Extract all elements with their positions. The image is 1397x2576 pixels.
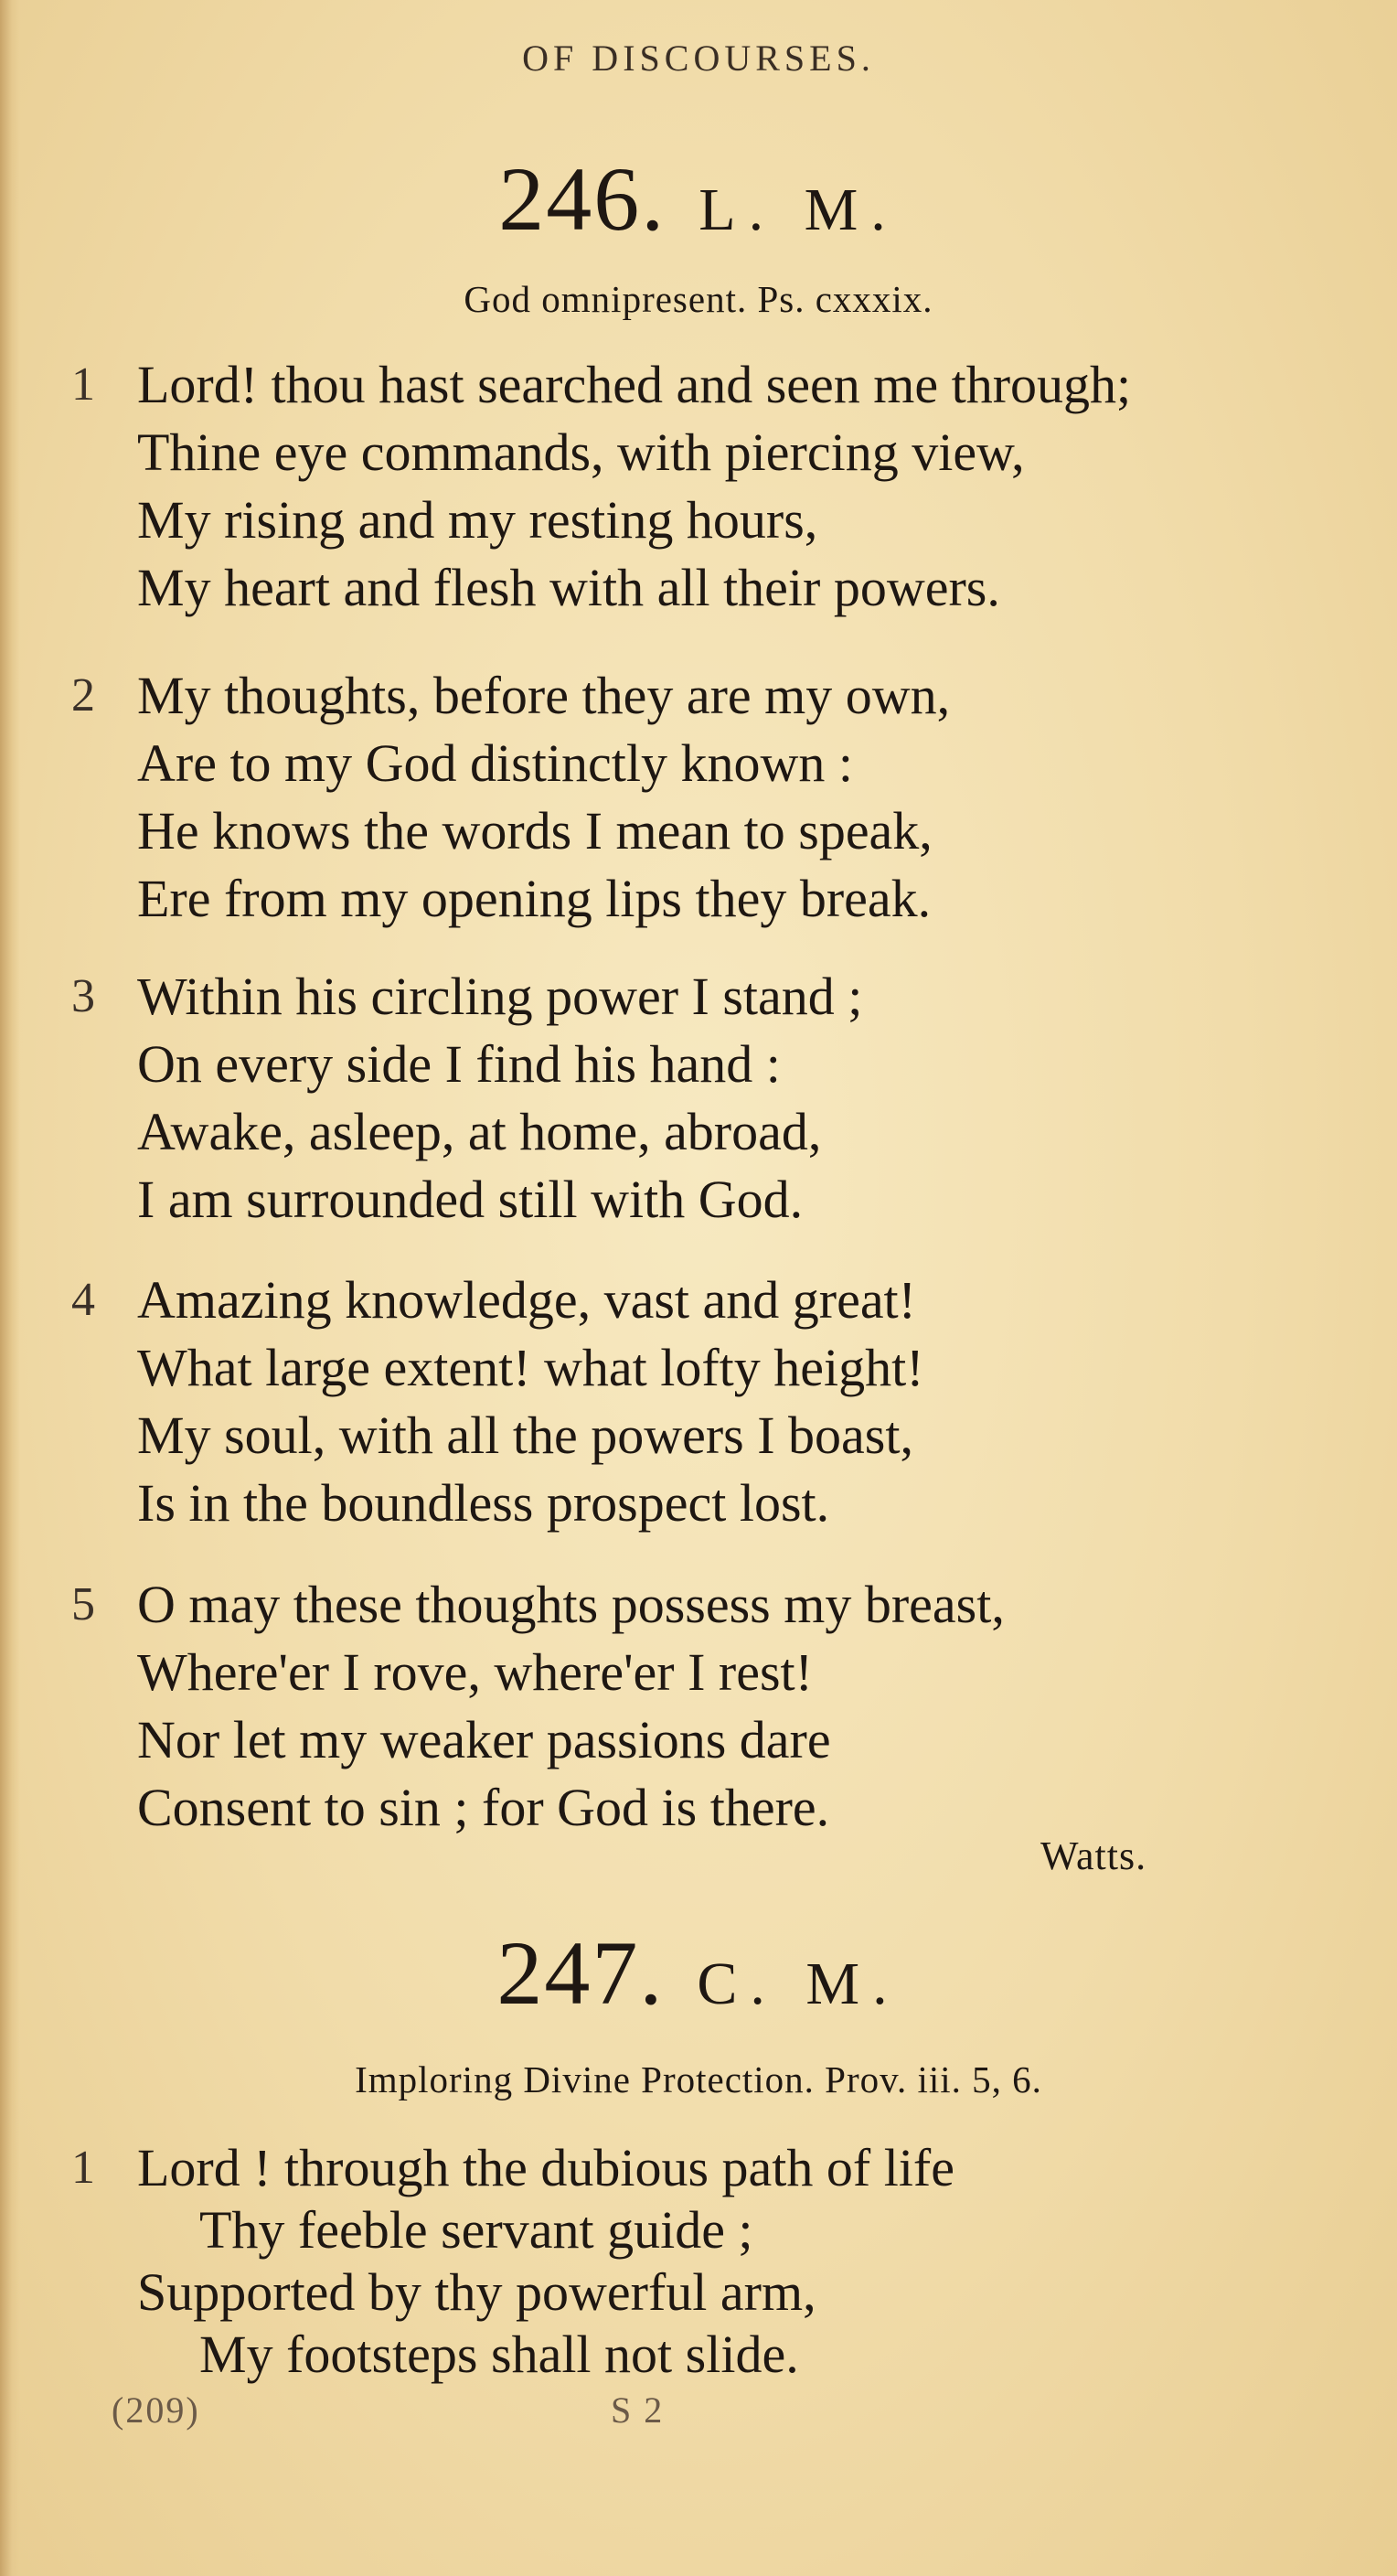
verse-line: What large extent! what lofty height! bbox=[137, 1338, 924, 1397]
verse-line: My rising and my resting hours, bbox=[137, 490, 818, 550]
hymn-subtitle: Imploring Divine Protection. Prov. iii. 5, 6. bbox=[355, 2058, 1042, 2100]
page-number: (209) bbox=[112, 2389, 200, 2431]
verse-line: I am surrounded still with God. bbox=[137, 1170, 804, 1229]
hymn-subtitle: God omnipresent. Ps. cxxxix. bbox=[464, 278, 933, 320]
signature-mark: S 2 bbox=[611, 2389, 665, 2431]
verse-line: Are to my God distinctly known : bbox=[137, 733, 853, 793]
verse-line: Where'er I rove, where'er I rest! bbox=[137, 1642, 813, 1702]
verse-line: My footsteps shall not slide. bbox=[199, 2325, 799, 2384]
page-edge bbox=[0, 0, 20, 2576]
stanza-number: 4 bbox=[71, 1274, 95, 1326]
verse-line: Amazing knowledge, vast and great! bbox=[137, 1270, 916, 1330]
verse-line: Thine eye commands, with piercing view, bbox=[137, 422, 1025, 482]
stanza-number: 1 bbox=[71, 358, 95, 411]
hymn-meter: L. M. bbox=[698, 176, 899, 243]
stanza-number: 5 bbox=[71, 1578, 95, 1630]
verse-line: My heart and flesh with all their powers. bbox=[137, 558, 1000, 617]
hymn-number: 246. bbox=[498, 148, 667, 250]
verse-line: Consent to sin ; for God is there. bbox=[137, 1778, 830, 1837]
hymn-heading bbox=[0, 1920, 1397, 2026]
hymn-heading bbox=[0, 146, 1397, 251]
running-head: OF DISCOURSES. bbox=[522, 37, 875, 79]
verse-line: Nor let my weaker passions dare bbox=[137, 1710, 831, 1769]
verse-line: Supported by thy powerful arm, bbox=[137, 2262, 816, 2322]
verse-line: Thy feeble servant guide ; bbox=[199, 2200, 753, 2260]
stanza-number: 1 bbox=[71, 2142, 95, 2194]
hymn-author: Watts. bbox=[1040, 1833, 1147, 1878]
stanza-number: 2 bbox=[71, 669, 95, 721]
verse-line: Lord ! through the dubious path of life bbox=[137, 2138, 954, 2197]
verse-line: On every side I find his hand : bbox=[137, 1034, 781, 1094]
verse-line: Ere from my opening lips they break. bbox=[137, 869, 932, 928]
verse-line: My soul, with all the powers I boast, bbox=[137, 1406, 913, 1465]
verse-line: He knows the words I mean to speak, bbox=[137, 801, 933, 860]
verse-line: Is in the boundless prospect lost. bbox=[137, 1473, 830, 1533]
hymn-number: 247. bbox=[496, 1922, 665, 2024]
hymn-meter: C. M. bbox=[697, 1951, 901, 2017]
verse-line: Awake, asleep, at home, abroad, bbox=[137, 1102, 822, 1161]
verse-line: Within his circling power I stand ; bbox=[137, 967, 863, 1026]
verse-line: O may these thoughts possess my breast, bbox=[137, 1575, 1005, 1634]
verse-line: Lord! thou hast searched and seen me through; bbox=[137, 355, 1132, 414]
stanza-number: 3 bbox=[71, 970, 95, 1022]
verse-line: My thoughts, before they are my own, bbox=[137, 666, 951, 725]
